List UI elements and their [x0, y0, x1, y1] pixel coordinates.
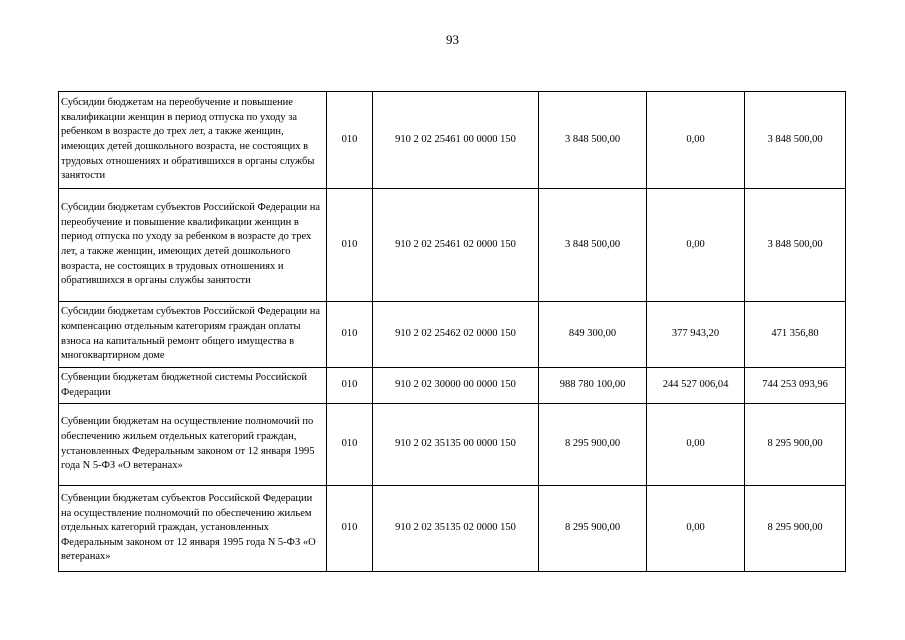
row-approved: 988 780 100,00	[539, 368, 647, 404]
row-code: 010	[327, 302, 373, 368]
row-kbk: 910 2 02 35135 02 0000 150	[373, 486, 539, 572]
row-unexecuted: 3 848 500,00	[745, 92, 846, 189]
row-kbk: 910 2 02 25461 02 0000 150	[373, 189, 539, 302]
row-name: Субсидии бюджетам на переобучение и повышение квалификации женщин в период отпуска по уходу за ребенком в возрасте до трех лет, а также женщин, имеющих детей дошкольного возраста, не состоящих в трудовых отношениях и обратившихся в органы службы занятости	[59, 92, 327, 189]
row-unexecuted: 744 253 093,96	[745, 368, 846, 404]
row-executed: 244 527 006,04	[647, 368, 745, 404]
row-kbk: 910 2 02 25462 02 0000 150	[373, 302, 539, 368]
row-name: Субсидии бюджетам субъектов Российской Федерации на компенсацию отдельным категориям граждан оплаты взноса на капитальный ремонт общего имущества в многоквартирном доме	[59, 302, 327, 368]
row-name: Субвенции бюджетам бюджетной системы Российской Федерации	[59, 368, 327, 404]
row-approved: 3 848 500,00	[539, 189, 647, 302]
row-executed: 0,00	[647, 189, 745, 302]
row-kbk: 910 2 02 30000 00 0000 150	[373, 368, 539, 404]
row-unexecuted: 471 356,80	[745, 302, 846, 368]
row-unexecuted: 3 848 500,00	[745, 189, 846, 302]
row-executed: 0,00	[647, 486, 745, 572]
row-unexecuted: 8 295 900,00	[745, 486, 846, 572]
row-kbk: 910 2 02 25461 00 0000 150	[373, 92, 539, 189]
row-unexecuted: 8 295 900,00	[745, 404, 846, 486]
row-code: 010	[327, 486, 373, 572]
row-name: Субвенции бюджетам на осуществление полномочий по обеспечению жильем отдельных категорий граждан, установленных Федеральным законом от 12 января 1995 года N 5-ФЗ «О ветеранах»	[59, 404, 327, 486]
table-row	[59, 486, 846, 572]
table-row	[59, 368, 846, 404]
row-code: 010	[327, 92, 373, 189]
row-kbk: 910 2 02 35135 00 0000 150	[373, 404, 539, 486]
table-row	[59, 302, 846, 368]
row-executed: 377 943,20	[647, 302, 745, 368]
row-approved: 8 295 900,00	[539, 486, 647, 572]
row-name: Субсидии бюджетам субъектов Российской Федерации на переобучение и повышение квалификации женщин в период отпуска по уходу за ребенком в возрасте до трех лет, а также женщин, имеющих детей дошкольного возраста, не состоящих в трудовых отношениях и обратившихся в органы службы занятости	[59, 189, 327, 302]
row-name: Субвенции бюджетам субъектов Российской Федерации на осуществление полномочий по обеспечению жильем отдельных категорий граждан, установленных Федеральным законом от 12 января 1995 года N 5-ФЗ «О ветеранах»	[59, 486, 327, 572]
row-code: 010	[327, 404, 373, 486]
row-code: 010	[327, 368, 373, 404]
row-code: 010	[327, 189, 373, 302]
row-approved: 849 300,00	[539, 302, 647, 368]
row-approved: 3 848 500,00	[539, 92, 647, 189]
budget-table	[58, 91, 846, 572]
row-executed: 0,00	[647, 404, 745, 486]
table-row	[59, 404, 846, 486]
table-row	[59, 92, 846, 189]
page-number: 93	[446, 32, 459, 47]
table-row	[59, 189, 846, 302]
row-approved: 8 295 900,00	[539, 404, 647, 486]
row-executed: 0,00	[647, 92, 745, 189]
